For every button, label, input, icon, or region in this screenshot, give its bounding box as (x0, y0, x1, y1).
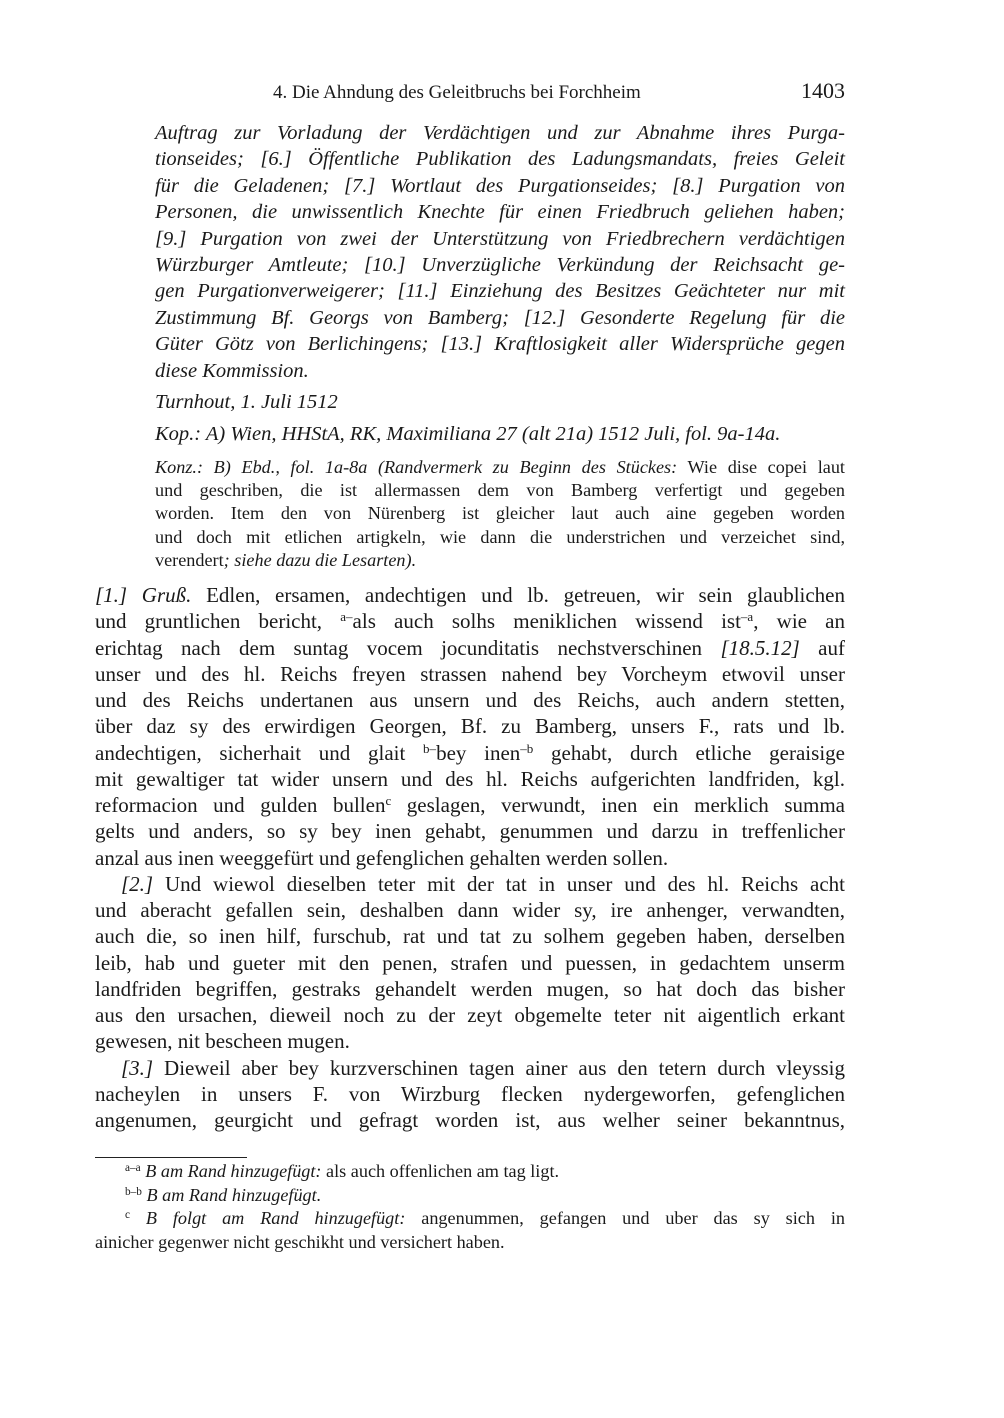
text-run: aus den ursachen, dieweil noch zu der zeyt obgemelte teter nit aigentlich erkant (95, 1003, 845, 1027)
paragraph (95, 582, 845, 871)
text-line (95, 713, 845, 739)
paragraph (95, 1207, 845, 1254)
text-run: , wie an (753, 609, 845, 634)
italic-run: Konz.: B) Ebd., fol. 1a-8a (Randvermerk zu Beginn des Stückes: (155, 457, 678, 477)
copy-source-line: Kop.: A) Wien, HHStA, RK, Maximiliana 27 (alt 21a) 1512 Juli, fol. 9a-14a. (155, 423, 781, 445)
text-run: auf (799, 635, 845, 660)
text-run: reformacion und gulden bullen (95, 793, 386, 817)
text-run: Personen, die unwissentlich Knechte für einen Friedbruch geliehen haben; (155, 201, 845, 224)
paragraph (155, 120, 845, 384)
text-run: Würzburger Amtleute; [10.] Unverzügliche Verkündung der Reichsacht ge- (155, 254, 845, 277)
text-run: andechtigen, sicherhait und glait (95, 740, 424, 765)
text-run: gewesen, nit bescheen mugen. (95, 1029, 350, 1054)
paragraph (155, 456, 845, 572)
text-run: diese Kommission. (155, 359, 309, 382)
text-line (155, 456, 845, 479)
text-line (95, 1184, 845, 1208)
footnote-divider (95, 1157, 247, 1158)
text-line (155, 226, 845, 252)
text-run: und doch mit etlichen artigkeln, wie dann die understrichen und verzeichet sind, (155, 526, 845, 547)
text-run: Güter Götz von Berlichingens; [13.] Kraftlosigkeit aller Widersprüche gegen (155, 333, 845, 356)
text-line (155, 278, 845, 304)
text-line (95, 1002, 845, 1028)
text-run: und geschriben, die ist allermassen dem von Bamberg verfertigt und gegeben (155, 480, 845, 501)
text-run: Edlen, ersamen, andechtigen und lb. getreuen, wir sein glaublichen (191, 583, 845, 607)
text-run: worden. Item den von Nürenberg ist gleicher laut auch aine gegeben worden (155, 503, 845, 524)
footnote-marker: a– (340, 609, 353, 625)
footnote-marker: c (125, 1208, 131, 1221)
text-line (95, 687, 845, 713)
footnote-marker: –b (520, 740, 534, 756)
date-place-line: Turnhout, 1. Juli 1512 (155, 391, 338, 413)
paragraph (95, 1184, 845, 1208)
text-run: nacheylen in unsers F. von Wirzburg flecken nydergeworfen, gefenglichen (95, 1081, 845, 1106)
paragraph (95, 871, 845, 1055)
italic-run: [1.] Gruß. (95, 583, 192, 607)
italic-run: [3.] (121, 1055, 154, 1080)
footnote-marker: b–b (125, 1185, 142, 1198)
page-number: 1403 (801, 78, 845, 103)
text-line (155, 502, 845, 525)
text-run: als auch solhs meniklichen wissend ist (352, 609, 741, 634)
italic-run: [2.] (121, 871, 154, 896)
text-run: erichtag nach dem suntag vocem jocunditatis nechstverschinen (95, 635, 721, 660)
footnote-marker: a–a (125, 1161, 141, 1174)
text-line (95, 1231, 845, 1255)
text-run: Auftrag zur Vorladung der Verdächtigen und zur Abnahme ihres Purga- (155, 122, 845, 144)
text-line (95, 635, 845, 661)
text-line (155, 199, 845, 225)
text-line (95, 1081, 845, 1107)
text-run: Und wiewol dieselben teter mit der tat in unser und des hl. Reichs acht (153, 871, 845, 896)
regest-summary (155, 120, 845, 384)
text-run: Zustimmung Bf. Georgs von Bamberg; [12.] Gesonderte Regelung für die (155, 306, 845, 329)
text-line (155, 549, 845, 572)
main-text (95, 582, 845, 1133)
concept-source-note (155, 456, 845, 572)
text-run: Wie dise copei laut (677, 457, 845, 477)
text-run: landfriden begriffen, gestraks gehandelt werden mugen, so hat doch das bisher (95, 976, 845, 1001)
italic-run: B folgt am Rand hinzugefügt: (145, 1208, 406, 1228)
text-run: gehabt, durch etliche geraisige (533, 740, 845, 765)
italic-run: ; siehe dazu die Lesarten). (223, 549, 417, 570)
text-line (95, 582, 845, 608)
text-run: gelts und anders, so sy bey inen gehabt, genummen und darzu in treffenlicher (95, 819, 845, 844)
text-line (95, 1028, 845, 1054)
italic-run: B am Rand hinzugefügt. (146, 1184, 322, 1205)
running-title: 4. Die Ahndung des Geleitbruchs bei Forchheim (273, 82, 641, 103)
text-run: [9.] Purgation von zwei der Unterstützung von Friedbrechern verdächtigen (155, 227, 845, 250)
text-run: und des Reichs undertanen aus unsern und des Reichs, auch andern stetten, (95, 688, 845, 712)
text-line (155, 526, 845, 549)
text-run: und aberacht gefallen sein, deshalben dann wider sy, ire anhenger, verwandten, (95, 898, 845, 922)
text-line (95, 845, 845, 871)
text-line (95, 871, 845, 897)
text-line (95, 608, 845, 634)
text-run: verendert (155, 549, 224, 570)
italic-run: [18.5.12] (720, 635, 800, 660)
text-line (155, 146, 845, 172)
text-run: unser und des hl. Reichs freyen strassen nahend bey Vorcheym etwovil unser (95, 661, 845, 686)
text-run: gen Purgationverweigerer; [11.] Einziehung des Besitzes Geächteter nur mit (155, 280, 845, 303)
italic-run: B am Rand hinzugefügt: (145, 1161, 322, 1181)
text-run: auch die, so inen hilf, furschub, rat und tat zu solhem gegeben haben, derselben (95, 924, 845, 949)
text-run: angenumen, geurgicht und gefragt worden ist, aus welher seiner bekanntnus, (95, 1108, 845, 1132)
paragraph (95, 1055, 845, 1134)
text-line (155, 173, 845, 199)
text-run: tionseides; [6.] Öffentliche Publikation des Ladungsmandats, freies Geleit (155, 148, 845, 171)
text-line (95, 1207, 845, 1231)
text-line (95, 1107, 845, 1133)
text-line (95, 1160, 845, 1184)
text-run: bey inen (436, 740, 521, 765)
text-line (95, 792, 845, 818)
footnote-marker: b– (423, 740, 437, 756)
text-line (155, 120, 845, 146)
text-line (155, 252, 845, 278)
text-line (95, 766, 845, 792)
text-line (95, 923, 845, 949)
text-line (155, 479, 845, 502)
footnote-marker: c (385, 792, 392, 808)
text-line (95, 661, 845, 687)
text-line (95, 976, 845, 1002)
footnotes (95, 1160, 845, 1254)
text-line (155, 331, 845, 357)
text-line (155, 358, 845, 384)
text-run: geslagen, verwundt, inen ein merklich summa (391, 793, 845, 817)
text-line (155, 305, 845, 331)
text-line (95, 1055, 845, 1081)
text-line (95, 740, 845, 766)
text-line (95, 818, 845, 844)
text-line (95, 897, 845, 923)
text-line (95, 950, 845, 976)
running-header (95, 80, 845, 106)
text-run (130, 1208, 146, 1228)
text-run: und gruntlichen bericht, (95, 609, 341, 634)
text-run: Dieweil aber bey kurzverschinen tagen ainer aus den tetern durch vleyssig (153, 1055, 845, 1080)
text-run: für die Geladenen; [7.] Wortlaut des Purgationseides; [8.] Purgation von (155, 174, 845, 197)
text-run: mit gewaltiger tat wider unsern und des hl. Reichs aufgerichten landfriden, kgl. (95, 766, 845, 791)
text-run: über daz sy des erwirdigen Georgen, Bf. zu Bamberg, unsers F., rats und lb. (95, 714, 845, 739)
text-run: angenummen, gefangen und uber das sy sich in (405, 1208, 845, 1228)
text-run: leib, hab und gueter mit den penen, strafen und puessen, in gedachtem unserm (95, 950, 845, 975)
footnote-marker: –a (740, 609, 754, 625)
text-run: ainicher gegenwer nicht geschikht und versichert haben. (95, 1231, 505, 1252)
text-run: als auch offenlichen am tag ligt. (321, 1161, 560, 1181)
text-run: anzal aus inen weeggefürt und gefenglichen gehalten werden sollen. (95, 845, 669, 870)
paragraph (95, 1160, 845, 1184)
